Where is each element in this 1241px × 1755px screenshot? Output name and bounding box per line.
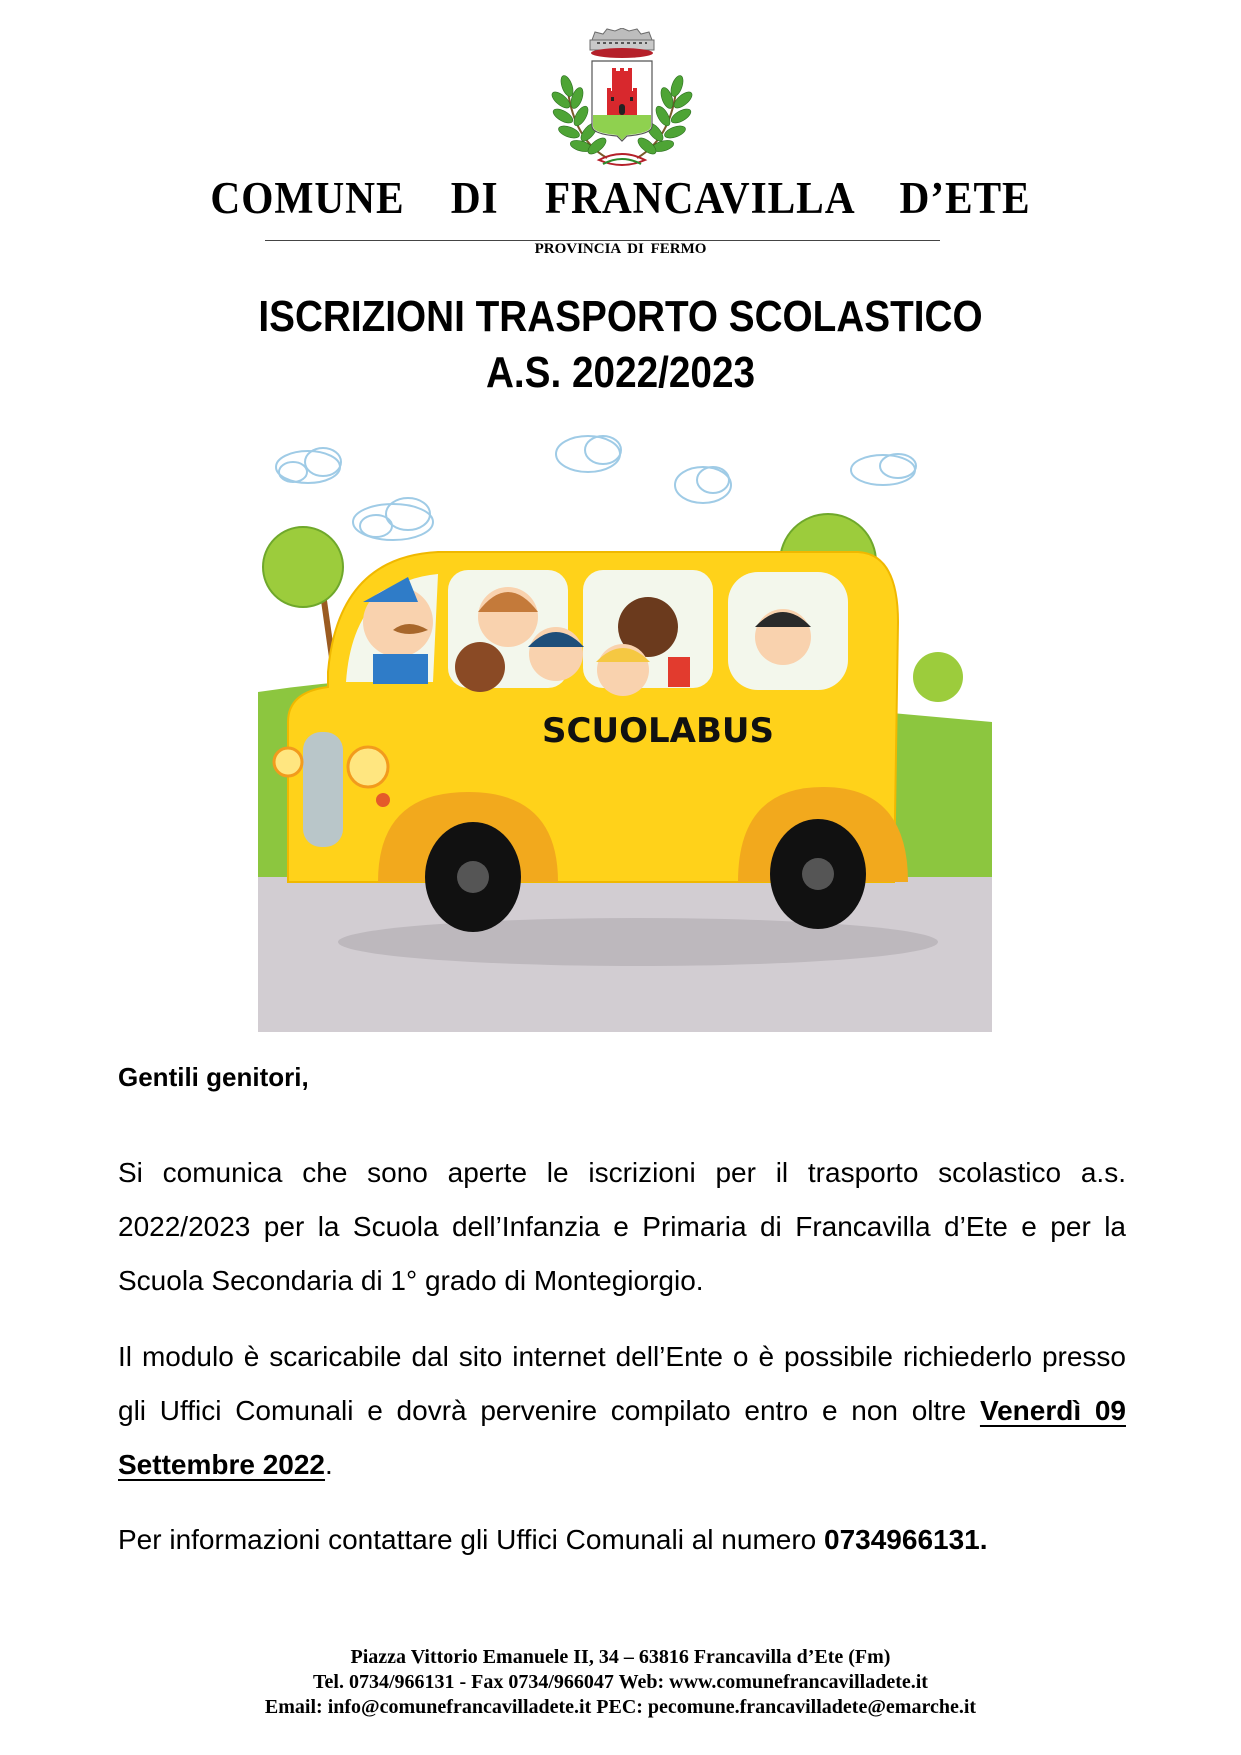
contact-info-text: Per informazioni contattare gli Uffici Comunali al numero [118,1524,825,1555]
shield-icon [592,61,652,141]
bus-label: SCUOLABUS [542,711,774,751]
school-year: A.S. 2022/2023 [485,348,756,397]
wheel-icon [425,822,521,932]
contact-info [118,1513,988,1567]
document-title: ISCRIZIONI TRASPORTO SCOLASTICO [258,292,983,341]
municipality-name: COMUNE DI FRANCAVILLA D’ETE [210,173,1031,223]
municipal-coat-of-arms-icon [537,28,707,173]
form-instructions [118,1330,1126,1492]
footer-address: Piazza Vittorio Emanuele II, 34 – 63816 Francavilla d’Ete (Fm) [350,1646,891,1668]
deadline-period: . [325,1449,333,1480]
footer-contacts: Tel. 0734/966131 - Fax 0734/966047 Web: www.comunefrancavilladete.it [313,1671,928,1693]
phone-number: 0734966131. [824,1524,988,1555]
wheel-icon [770,819,866,929]
form-instructions-text: Il modulo è scaricabile dal sito internet dell’Ente o è possibile richiederlo presso gli Uffici Comunali e dovrà pervenire compilato entro e non oltre [118,1341,1126,1426]
province-name: PROVINCIA DI FERMO [534,241,707,257]
school-bus-illustration [258,422,992,1032]
crown-icon [590,28,654,58]
greeting: Gentili genitori, [118,1062,309,1092]
footer-emails: Email: info@comunefrancavilladete.it PEC: pecomune.francavilladete@emarche.it [264,1696,977,1718]
enrollment-announcement: Si comunica che sono aperte le iscrizioni per il trasporto scolastico a.s. 2022/2023 per la Scuola dell’Infanzia e Primaria di Francavilla d’Ete e per la Scuola Secondaria di 1° grado di Montegiorgio. [118,1157,1126,1296]
deadline-date: Venerdì 09 Settembre 2022 [118,1395,1126,1480]
